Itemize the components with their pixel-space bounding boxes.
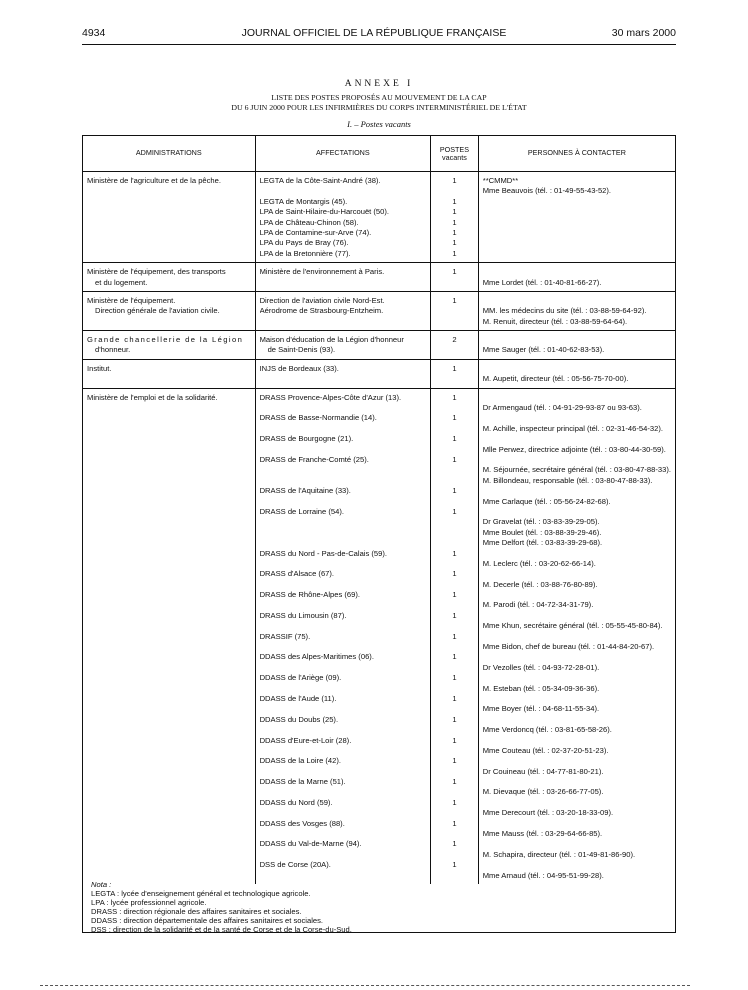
- affectation-line: [260, 476, 427, 486]
- postes-value: 1: [452, 777, 457, 787]
- postes-value: [435, 517, 474, 527]
- affectation-line: [260, 767, 427, 777]
- affectation-line: [260, 684, 427, 694]
- contact-line: [483, 819, 671, 829]
- table-row: [83, 388, 676, 884]
- postes-value: 1: [452, 295, 457, 305]
- postes-value: [435, 580, 474, 590]
- postes-value: 1: [452, 610, 457, 620]
- annex-subtitle-line2: DU 6 JUIN 2000 POUR LES INFIRMIÈRES DU CORPS INTERMINISTÉRIEL DE L'ÉTAT: [231, 103, 527, 112]
- affectation-line: [260, 465, 427, 475]
- affectation-line: DDASS du Doubs (25).: [259, 714, 339, 724]
- annex-title: ANNEXE I: [344, 79, 414, 89]
- postes-value: 1: [452, 569, 457, 579]
- affectation-line: [260, 746, 427, 756]
- postes-value: 1: [452, 590, 457, 600]
- affectation-line: [260, 829, 427, 839]
- postes-value: [435, 345, 474, 355]
- contact-line: Mme Couteau (tél. : 02-37-20-51-23).: [482, 745, 609, 755]
- contact-line: [483, 860, 671, 870]
- postes-value: [435, 829, 474, 839]
- note-line: DRASS : direction régionale des affaires sanitaires et sociales.: [91, 907, 302, 916]
- contact-line: [483, 715, 671, 725]
- postes-value: 1: [452, 413, 457, 423]
- postes-value: 1: [452, 735, 457, 745]
- affectation-line: LPA de Contamine-sur-Arve (74).: [259, 227, 372, 237]
- contact-line: [483, 777, 671, 787]
- postes-value: [435, 424, 474, 434]
- contact-line: [483, 218, 671, 228]
- postes-value: 1: [452, 860, 457, 870]
- cell-administration: [83, 359, 256, 388]
- notes-box: [82, 878, 676, 933]
- postes-value: [435, 746, 474, 756]
- affectation-line: LPA de la Bretonnière (77).: [259, 248, 351, 258]
- cell-administration: [83, 388, 256, 884]
- cell-postes: [431, 172, 479, 263]
- cell-postes: [431, 359, 479, 388]
- administration-line: et du logement.: [95, 277, 148, 287]
- affectation-line: [260, 278, 427, 288]
- affectation-line: DDASS du Val-de-Marne (94).: [259, 839, 362, 849]
- postes-value: 1: [452, 506, 457, 516]
- annex-subtitle-line1: LISTE DES POSTES PROPOSÉS AU MOUVEMENT DE LA CAP: [271, 93, 487, 102]
- postes-value: [435, 528, 474, 538]
- cell-affectations: [255, 359, 431, 388]
- contact-line: Mlle Perwez, directrice adjointe (tél. : 03-80-44-30-59).: [482, 444, 666, 454]
- cell-administration: [83, 331, 256, 360]
- administration-line: d'honneur.: [95, 345, 131, 355]
- contact-line: [483, 652, 671, 662]
- postes-value: [435, 621, 474, 631]
- postes-value: 1: [452, 267, 457, 277]
- cell-postes: [431, 388, 479, 884]
- cell-personnes: [478, 291, 675, 330]
- table-row: [83, 359, 676, 388]
- affectation-line: DRASS du Limousin (87).: [259, 610, 347, 620]
- affectation-line: Aérodrome de Strasbourg-Entzheim.: [259, 306, 384, 316]
- cell-postes: [431, 291, 479, 330]
- cell-administration: [83, 291, 256, 330]
- affectation-line: [260, 374, 427, 384]
- contact-line: Mme Arnaud (tél. : 04-95-51-99-28).: [482, 870, 604, 880]
- postes-value: [435, 445, 474, 455]
- affectation-line: DRASS de Basse-Normandie (14).: [259, 413, 377, 423]
- issue-date: 30 mars 2000: [611, 27, 676, 39]
- affectation-line: [260, 787, 427, 797]
- cell-personnes: [478, 388, 675, 884]
- postes-value: 1: [452, 248, 457, 258]
- postes-value: [435, 600, 474, 610]
- contact-line: [483, 197, 671, 207]
- affectation-line: DDASS des Alpes-Maritimes (06).: [259, 652, 374, 662]
- table-body: [83, 172, 676, 885]
- contact-line: Mme Verdoncq (tél. : 03-81-65-58-26).: [482, 725, 612, 735]
- postes-value: [435, 767, 474, 777]
- postes-value: [435, 497, 474, 507]
- affectation-line: DDASS du Nord (59).: [259, 797, 333, 807]
- postes-value: 1: [452, 631, 457, 641]
- affectation-line: DDASS d'Eure-et-Loir (28).: [259, 735, 352, 745]
- affectation-line: DRASSIF (75).: [259, 631, 311, 641]
- postes-value: 2: [452, 335, 457, 345]
- affectation-line: [260, 725, 427, 735]
- postes-value: [435, 476, 474, 486]
- table-row: [83, 172, 676, 263]
- contact-line: [483, 267, 671, 277]
- affectation-line: [260, 517, 427, 527]
- contact-line: [483, 673, 671, 683]
- contact-line: [483, 335, 671, 345]
- postes-value: [435, 374, 474, 384]
- affectation-line: [260, 497, 427, 507]
- affectation-line: DRASS de Franche-Comté (25).: [259, 454, 369, 464]
- contact-line: Mme Sauger (tél. : 01-40-62-83-53).: [482, 345, 605, 355]
- postes-value: 1: [452, 818, 457, 828]
- administration-line: Grande chancellerie de la Légion: [87, 335, 244, 345]
- contact-line: Dr Vezolles (tél. : 04-93-72-28-01).: [482, 662, 600, 672]
- contact-line: M. Schapira, directeur (tél. : 01-49-81-86-90).: [482, 849, 636, 859]
- affectation-line: DRASS de Bourgogne (21).: [259, 434, 354, 444]
- cell-affectations: [255, 172, 431, 263]
- affectation-line: LEGTA de la Côte-Saint-André (38).: [259, 176, 381, 185]
- postes-value: 1: [452, 238, 457, 248]
- header-rule: [82, 44, 676, 45]
- contact-line: M. Aupetit, directeur (tél. : 05-56-75-70-00).: [482, 374, 629, 384]
- affectation-line: [260, 424, 427, 434]
- contact-line: Mme Boyer (tél. : 04-68-11-55-34).: [482, 704, 600, 714]
- postes-value: [435, 186, 474, 196]
- contact-line: Mme Mauss (tél. : 03-29-64-66-85).: [482, 829, 603, 839]
- contact-line: [483, 549, 671, 559]
- contact-line: [483, 434, 671, 444]
- contact-line: **CMMD**: [482, 176, 519, 185]
- cell-postes: [431, 331, 479, 360]
- affectation-line: Ministère de l'environnement à Paris.: [259, 267, 385, 277]
- postes-value: 1: [452, 839, 457, 849]
- affectation-line: [260, 528, 427, 538]
- postes-value: [435, 787, 474, 797]
- contact-line: [483, 507, 671, 517]
- contact-line: [483, 413, 671, 423]
- contact-line: Dr Gravelat (tél. : 03-83-39-29-05).: [482, 517, 600, 527]
- affectation-line: [260, 559, 427, 569]
- contact-line: Mme Lordet (tél. : 01-40-81-66-27).: [482, 277, 602, 287]
- contact-line: M. Decerle (tél. : 03-88-76-80-89).: [482, 579, 598, 589]
- cell-postes: [431, 263, 479, 292]
- contact-line: [483, 590, 671, 600]
- note-line: DDASS : direction départementale des affaires sanitaires et sociales.: [91, 916, 324, 925]
- affectation-line: [260, 580, 427, 590]
- contact-line: [483, 736, 671, 746]
- cell-personnes: [478, 263, 675, 292]
- administration-line: Ministère de l'emploi et de la solidarité.: [87, 392, 218, 402]
- affectation-line: LPA de Château-Chinon (58).: [259, 217, 359, 227]
- affectation-line: DSS de Corse (20A).: [259, 860, 331, 870]
- contact-line: [483, 364, 671, 374]
- postes-value: 1: [452, 217, 457, 227]
- cell-affectations: [255, 388, 431, 884]
- affectation-line: LPA de Saint-Hilaire-du-Harcouët (50).: [259, 207, 389, 217]
- journal-title: JOURNAL OFFICIEL DE LA RÉPUBLIQUE FRANÇAISE: [241, 27, 507, 39]
- contact-line: [483, 694, 671, 704]
- contact-line: [483, 455, 671, 465]
- table-row: [83, 331, 676, 360]
- affectation-line: Direction de l'aviation civile Nord-Est.: [259, 295, 385, 305]
- affectation-line: DDASS des Vosges (88).: [259, 818, 345, 828]
- postes-value: 1: [452, 227, 457, 237]
- contact-line: [483, 296, 671, 306]
- contact-line: Mme Delfort (tél. : 03-83-39-29-68).: [482, 538, 603, 548]
- table-row: [83, 291, 676, 330]
- postes-value: 1: [452, 434, 457, 444]
- contact-line: Dr Couineau (tél. : 04-77-81-80-21).: [482, 766, 604, 776]
- contact-line: [483, 207, 671, 217]
- contact-line: M. Leclerc (tél. : 03-20-62-66-14).: [482, 558, 596, 568]
- postes-value: [435, 725, 474, 735]
- table-row: [83, 263, 676, 292]
- affectation-line: DDASS de la Loire (42).: [259, 756, 342, 766]
- postes-value: 1: [452, 207, 457, 217]
- bottom-rule: [40, 985, 690, 986]
- note-line: DSS : direction de la solidarité et de la santé de Corse et de la Corse-du-Sud.: [91, 925, 352, 934]
- contact-line: M. Achille, inspecteur principal (tél. : 02-31-46-54-32).: [482, 423, 663, 433]
- affectation-line: DRASS de l'Aquitaine (33).: [259, 486, 351, 496]
- postes-value: 1: [452, 392, 457, 402]
- notes-title: Nota :: [91, 880, 112, 889]
- contact-line: M. Renuit, directeur (tél. : 03-88-59-64-64).: [482, 316, 628, 326]
- section-title: I. – Postes vacants: [347, 119, 411, 129]
- contact-line: [483, 393, 671, 403]
- postes-value: [435, 465, 474, 475]
- note-line: LEGTA : lycée d'enseignement général et technologique agricole.: [91, 889, 311, 898]
- affectation-line: [260, 642, 427, 652]
- affectation-line: [260, 663, 427, 673]
- affectation-line: Maison d'éducation de la Légion d'honneur: [259, 335, 404, 345]
- affectation-line: DRASS d'Alsace (67).: [259, 569, 335, 579]
- contact-line: [483, 569, 671, 579]
- affectation-line: INJS de Bordeaux (33).: [259, 363, 339, 373]
- postes-value: 1: [452, 363, 457, 373]
- col-header-personnes: PERSONNES À CONTACTER: [478, 136, 675, 172]
- postes-value: [435, 684, 474, 694]
- cell-administration: [83, 172, 256, 263]
- col-header-postes-line1: POSTES: [439, 144, 470, 154]
- postes-value: [435, 317, 474, 327]
- postes-value: [435, 278, 474, 288]
- notes-lines: [91, 889, 667, 934]
- postes-value: 1: [452, 714, 457, 724]
- affectation-line: DRASS du Nord - Pas-de-Calais (59).: [259, 548, 388, 558]
- affectation-line: LPA du Pays de Bray (76).: [259, 238, 349, 248]
- postes-value: [435, 559, 474, 569]
- affectation-line: [260, 850, 427, 860]
- affectation-line: DRASS de Rhône-Alpes (69).: [259, 590, 361, 600]
- posts-table: [82, 135, 676, 884]
- affectation-line: [260, 704, 427, 714]
- contact-line: Mme Beauvois (tél. : 01-49-55-43-52).: [482, 186, 612, 196]
- contact-line: Mme Carlaque (tél. : 05-56-24-82-68).: [482, 496, 611, 506]
- col-header-postes: [431, 136, 479, 172]
- postes-value: [435, 306, 474, 316]
- administration-line: Ministère de l'équipement, des transports: [87, 267, 226, 277]
- contact-line: Dr Armengaud (tél. : 04-91-29-93-87 ou 93-63).: [482, 403, 642, 413]
- cell-affectations: [255, 263, 431, 292]
- postes-value: [435, 850, 474, 860]
- administration-line: Ministère de l'agriculture et de la pêche.: [87, 176, 221, 185]
- contact-line: MM. les médecins du site (tél. : 03-88-59-64-92).: [482, 306, 647, 316]
- postes-value: 1: [452, 797, 457, 807]
- contact-line: Mme Boulet (tél. : 03-88-39-29-46).: [482, 527, 602, 537]
- contact-line: [483, 632, 671, 642]
- contact-line: Mme Derecourt (tél. : 03-20-18-33-09).: [482, 808, 614, 818]
- affectation-line: [260, 621, 427, 631]
- affectation-line: [260, 445, 427, 455]
- page-number: 4934: [82, 27, 106, 39]
- affectation-line: de Saint-Denis (93).: [267, 345, 336, 355]
- contact-line: [483, 228, 671, 238]
- affectation-line: [260, 186, 427, 196]
- affectation-line: DRASS Provence-Alpes-Côte d'Azur (13).: [259, 392, 402, 402]
- note-line: LPA : lycée professionnel agricole.: [91, 898, 207, 907]
- postes-value: 1: [452, 486, 457, 496]
- affectation-line: [260, 538, 427, 548]
- cell-personnes: [478, 172, 675, 263]
- col-header-postes-line2: vacants: [442, 152, 467, 162]
- contact-line: M. Esteban (tél. : 05-34-09-36-36).: [482, 683, 600, 693]
- col-header-affectations: AFFECTATIONS: [255, 136, 431, 172]
- affectation-line: [260, 403, 427, 413]
- contact-line: [483, 839, 671, 849]
- cell-personnes: [478, 359, 675, 388]
- postes-value: [435, 808, 474, 818]
- contact-line: [483, 756, 671, 766]
- cell-administration: [83, 263, 256, 292]
- affectation-line: [260, 808, 427, 818]
- postes-value: 1: [452, 693, 457, 703]
- contact-line: [483, 798, 671, 808]
- postes-value: 1: [452, 652, 457, 662]
- affectation-line: LEGTA de Montargis (45).: [259, 196, 348, 206]
- postes-value: [435, 704, 474, 714]
- postes-value: 1: [452, 548, 457, 558]
- affectation-line: DDASS de la Marne (51).: [259, 777, 346, 787]
- postes-value: [435, 642, 474, 652]
- contact-line: Mme Khun, secrétaire général (tél. : 05-55-45-80-84).: [482, 621, 663, 631]
- contact-line: [483, 249, 671, 259]
- cell-affectations: [255, 291, 431, 330]
- postes-value: 1: [452, 176, 457, 185]
- postes-value: [435, 663, 474, 673]
- affectation-line: DDASS de l'Aude (11).: [259, 693, 337, 703]
- table-header-row: [83, 136, 676, 172]
- contact-line: [483, 238, 671, 248]
- administration-line: Institut.: [87, 363, 112, 373]
- contact-line: [483, 611, 671, 621]
- affectation-line: DRASS de Lorraine (54).: [259, 506, 344, 516]
- contact-line: M. Parodi (tél. : 04-72-34-31-79).: [482, 600, 594, 610]
- contact-line: M. Billondeau, responsable (tél. : 03-80-47-88-33).: [482, 475, 653, 485]
- affectation-line: [260, 600, 427, 610]
- col-header-administrations: ADMINISTRATIONS: [83, 136, 256, 172]
- postes-value: 1: [452, 454, 457, 464]
- contact-line: Mme Bidon, chef de bureau (tél. : 01-44-84-20-67).: [482, 642, 655, 652]
- contact-line: [483, 486, 671, 496]
- postes-value: [435, 538, 474, 548]
- cell-affectations: [255, 331, 431, 360]
- cell-personnes: [478, 331, 675, 360]
- postes-value: [435, 403, 474, 413]
- administration-line: Ministère de l'équipement.: [87, 295, 176, 305]
- postes-value: 1: [452, 756, 457, 766]
- affectation-line: DDASS de l'Ariège (09).: [259, 673, 342, 683]
- postes-value: 1: [452, 673, 457, 683]
- postes-value: 1: [452, 196, 457, 206]
- contact-line: M. Dievaque (tél. : 03-26-66-77-05).: [482, 787, 604, 797]
- administration-line: Direction générale de l'aviation civile.: [95, 306, 220, 316]
- affectation-line: [260, 317, 427, 327]
- contact-line: M. Séjournée, secrétaire général (tél. : 03-80-47-88-33).: [482, 465, 671, 475]
